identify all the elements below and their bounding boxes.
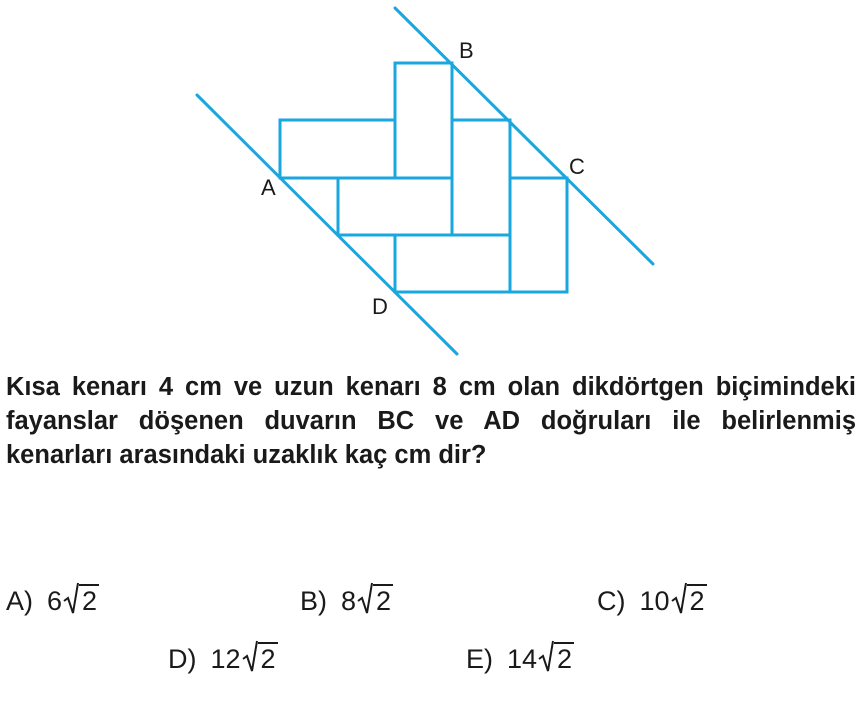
tile-6 <box>395 235 510 292</box>
choice-a[interactable] <box>6 584 99 617</box>
choice-b-radicand: 2 <box>373 584 393 616</box>
choice-a-letter: A) <box>6 586 33 616</box>
choice-b-coef: 8 <box>341 586 357 616</box>
choice-c[interactable] <box>597 584 707 617</box>
tile-5 <box>510 178 567 292</box>
tile-4 <box>338 178 452 235</box>
point-label-c: C <box>569 154 585 179</box>
sqrt-symbol <box>63 584 99 617</box>
choice-c-letter: C) <box>597 586 626 616</box>
tile-3 <box>452 120 510 235</box>
point-label-a: A <box>261 175 276 200</box>
choice-e-letter: E) <box>466 644 493 674</box>
line-ad <box>197 95 457 354</box>
sqrt-symbol <box>538 642 574 675</box>
choice-a-coef: 6 <box>47 586 63 616</box>
choice-c-radicand: 2 <box>687 584 707 616</box>
choice-d[interactable] <box>168 642 278 675</box>
choice-c-coef: 10 <box>639 586 670 616</box>
line-bc <box>395 8 653 264</box>
choice-b[interactable] <box>300 584 393 617</box>
choice-e-coef: 14 <box>507 644 538 674</box>
choice-b-letter: B) <box>300 586 327 616</box>
tile-1 <box>395 63 452 178</box>
choice-d-letter: D) <box>168 644 197 674</box>
point-label-d: D <box>372 294 388 319</box>
choice-e-radicand: 2 <box>554 642 574 674</box>
tile-2 <box>280 120 395 178</box>
sqrt-symbol <box>671 584 707 617</box>
choice-a-radicand: 2 <box>79 584 99 616</box>
sqrt-symbol <box>357 584 393 617</box>
sqrt-symbol <box>242 642 278 675</box>
choice-d-radicand: 2 <box>258 642 278 674</box>
choice-e[interactable] <box>466 642 574 675</box>
question-text: Kısa kenarı 4 cm ve uzun kenarı 8 cm olan dikdörtgen biçimindeki fayanslar döşenen duvarın BC ve AD doğruları ile belirlenmiş kenarları arasındaki uzaklık kaç cm dir? <box>6 373 856 469</box>
point-label-b: B <box>459 38 474 63</box>
choice-d-coef: 12 <box>210 644 241 674</box>
